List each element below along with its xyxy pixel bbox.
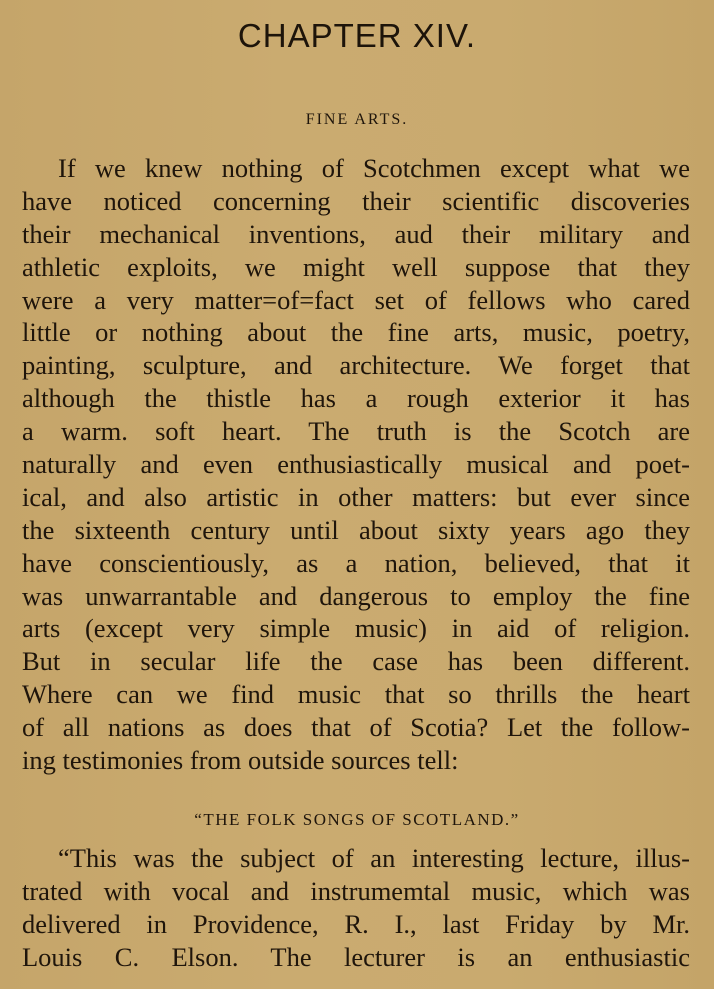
text-line: their mechanical inventions, aud their military and: [22, 218, 690, 249]
chapter-heading: CHAPTER XIV.: [237, 17, 477, 54]
paragraph-intro: [22, 152, 690, 777]
text-line: have conscientiously, as a nation, believed, that it: [22, 547, 690, 578]
text-line: the sixteenth century until about sixty years ago they: [22, 514, 690, 545]
text-line: little or nothing about the fine arts, music, poetry,: [22, 317, 690, 348]
text-line: ing testimonies from outside sources tell:: [22, 745, 459, 776]
text-line: Louis C. Elson. The lecturer is an enthusiastic: [22, 941, 690, 972]
paragraph-quote: [22, 842, 690, 974]
text-line: painting, sculpture, and architecture. We forget that: [22, 350, 690, 381]
text-line: were a very matter=of=fact set of fellows who cared: [22, 284, 690, 315]
text-line: athletic exploits, we might well suppose that they: [22, 251, 690, 282]
text-line: naturally and even enthusiastically musical and poet-: [22, 449, 690, 480]
text-line: trated with vocal and instrumemtal music, which was: [22, 875, 690, 906]
text-line: arts (except very simple music) in aid of religion.: [22, 613, 690, 644]
text-line: was unwarrantable and dangerous to employ the fine: [22, 580, 690, 611]
section-heading: FINE ARTS.: [305, 111, 409, 128]
text-line: “This was the subject of an interesting lecture, illus-: [58, 843, 690, 873]
text-line: of all nations as does that of Scotia? Let the follow-: [22, 712, 690, 743]
quote-heading: “THE FOLK SONGS OF SCOTLAND.”: [194, 810, 520, 829]
text-line: delivered in Providence, R. I., last Friday by Mr.: [22, 908, 690, 939]
text-line: ical, and also artistic in other matters: but ever since: [22, 481, 690, 512]
text-line: But in secular life the case has been different.: [22, 646, 690, 677]
text-line: If we knew nothing of Scotchmen except what we: [58, 153, 690, 183]
text-line: have noticed concerning their scientific discoveries: [22, 185, 690, 216]
text-line: a warm. soft heart. The truth is the Scotch are: [22, 416, 690, 447]
text-line: Where can we find music that so thrills the heart: [22, 679, 690, 710]
text-line: although the thistle has a rough exterior it has: [22, 383, 690, 414]
